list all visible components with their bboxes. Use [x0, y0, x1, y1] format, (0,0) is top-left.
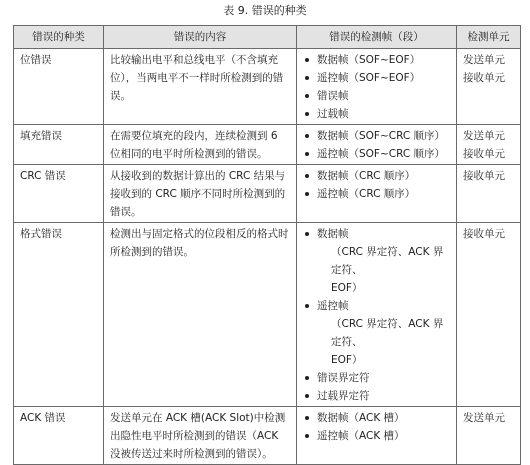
detection-frames-cell	[297, 165, 457, 223]
frame-label: 数据帧	[317, 228, 349, 240]
error-type-cell: CRC 错误	[14, 165, 104, 223]
table-row	[14, 165, 521, 223]
unit-label: 接收单元	[463, 228, 505, 240]
header-error-content: 错误的内容	[104, 26, 297, 49]
frame-detail: EOF）	[331, 282, 363, 294]
unit-label: 发送单元	[463, 54, 505, 66]
frame-detail: （CRC 界定符、ACK 界定符、	[331, 318, 444, 348]
frame-item	[303, 225, 451, 297]
unit-label: 接收单元	[463, 72, 505, 84]
error-content-cell: 比较输出电平和总线电平（不含填充位），当两电平不一样时所检测到的错误。	[104, 49, 297, 125]
frame-item	[303, 297, 451, 369]
table-row	[14, 223, 521, 407]
header-error-type: 错误的种类	[14, 26, 104, 49]
detection-frames-cell	[297, 407, 457, 465]
error-content-cell: 从接收到的数据计算出的 CRC 结果与接收到的 CRC 顺序不同时所检测到的错误。	[104, 165, 297, 223]
table-row	[14, 125, 521, 165]
frame-list	[303, 51, 451, 123]
error-type-cell: 填充错误	[14, 125, 104, 165]
frame-list	[303, 127, 451, 163]
frame-item: 错误界定符	[303, 369, 451, 387]
frame-item: 遥控帧（CRC 顺序）	[303, 185, 451, 203]
table-row	[14, 49, 521, 125]
detection-frames-cell	[297, 223, 457, 407]
detection-frames-cell	[297, 49, 457, 125]
error-type-cell: 格式错误	[14, 223, 104, 407]
error-content-cell: 检测出与固定格式的位段相反的格式时所检测到的错误。	[104, 223, 297, 407]
frame-list	[303, 409, 451, 445]
frame-item: 数据帧（CRC 顺序）	[303, 167, 451, 185]
unit-label: 发送单元	[463, 412, 505, 424]
error-content-cell: 在需要位填充的段内，连续检测到 6 位相同的电平时所检测到的错误。	[104, 125, 297, 165]
error-type-cell: 位错误	[14, 49, 104, 125]
frame-detail: （CRC 界定符、ACK 界定符、	[331, 246, 444, 276]
frame-item: 遥控帧（SOF~EOF）	[303, 69, 451, 87]
table-header-row	[14, 26, 521, 49]
header-detection-unit: 检测单元	[457, 26, 521, 49]
unit-label: 接收单元	[463, 170, 505, 182]
frame-list	[303, 225, 451, 405]
detection-frames-cell	[297, 125, 457, 165]
frame-label: 遥控帧	[317, 300, 349, 312]
error-content-cell: 发送单元在 ACK 槽(ACK Slot)中检测出隐性电平时所检测到的错误（ACK 没被传送过来时所检测到的错误）。	[104, 407, 297, 465]
unit-label: 发送单元	[463, 130, 505, 142]
frame-item: 遥控帧（SOF~CRC 顺序）	[303, 145, 451, 163]
frame-item: 数据帧（SOF~EOF）	[303, 51, 451, 69]
table-row	[14, 407, 521, 465]
header-detection-frames: 错误的检测帧（段）	[297, 26, 457, 49]
unit-label: 接收单元	[463, 148, 505, 160]
frame-detail: EOF）	[331, 354, 363, 366]
error-type-cell: ACK 错误	[14, 407, 104, 465]
detection-unit-cell	[457, 223, 521, 407]
frame-item: 遥控帧（ACK 槽）	[303, 427, 451, 445]
frame-item: 数据帧（ACK 槽）	[303, 409, 451, 427]
table-caption: 表 9. 错误的种类	[223, 4, 307, 17]
frame-item: 数据帧（SOF~CRC 顺序）	[303, 127, 451, 145]
frame-item: 过载界定符	[303, 387, 451, 405]
detection-unit-cell	[457, 125, 521, 165]
frame-item: 错误帧	[303, 87, 451, 105]
detection-unit-cell	[457, 407, 521, 465]
detection-unit-cell	[457, 49, 521, 125]
detection-unit-cell	[457, 165, 521, 223]
error-types-table	[13, 25, 521, 465]
frame-item: 过载帧	[303, 105, 451, 123]
frame-list	[303, 167, 451, 203]
